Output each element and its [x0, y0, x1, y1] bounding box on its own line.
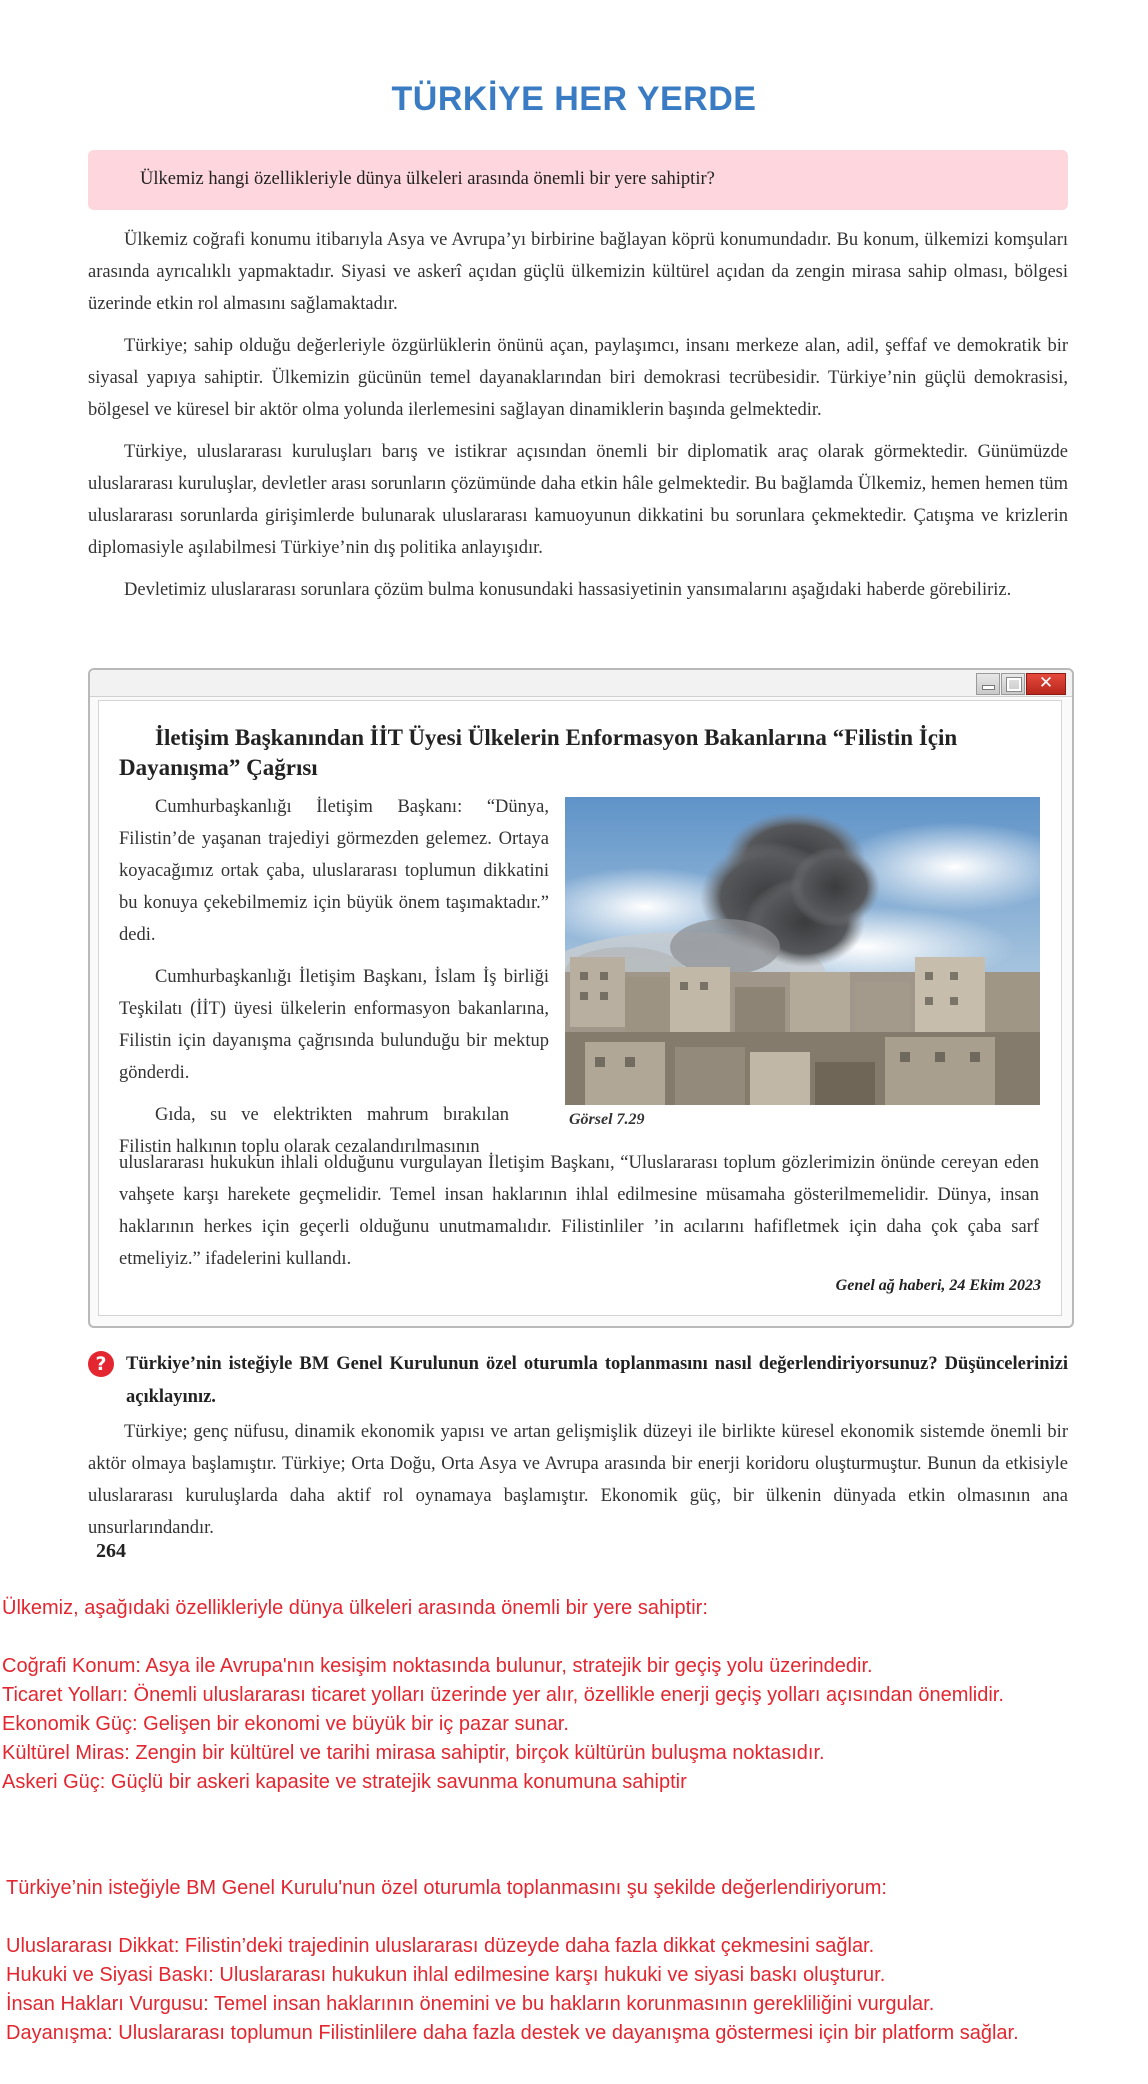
answer-item: İnsan Hakları Vurgusu: Temel insan haklarının önemini ve bu hakların korunmasının gerekliliğini vurgular.	[6, 1993, 935, 2015]
question-mark-icon: ?	[88, 1351, 114, 1377]
news-source: Genel ağ haberi, 24 Ekim 2023	[835, 1277, 1041, 1294]
answer-item: Hukuki ve Siyasi Baskı: Uluslararası hukukun ihlal edilmesine karşı hukuki ve siyasi baskı oluşturur.	[6, 1964, 886, 1986]
close-icon[interactable]: ✕	[1026, 673, 1066, 695]
discussion-answer: Türkiye; genç nüfusu, dinamik ekonomik yapısı ve artan gelişmişlik düzeyi ile birlikte küresel ekonomik sistemde önemli bir aktör olmaya başlamıştır. Türkiye; Orta Doğu, Orta Asya ve Avrupa arasında bir enerji koridoru oluşturmuştur. Bunun da etkisiyle uluslararası kuruluşlarda daha aktif rol oynamaya başlamıştır. Ekonomik güç, bir ülkenin dünyada etkin olmasının ana unsurlarındandır.	[88, 1422, 1068, 1538]
paragraph: Türkiye, uluslararası kuruluşları barış ve istikrar açısından önemli bir diplomatik araç olarak görmektedir. Günümüzde uluslararası kuruluşlar, devletler arası sorunların çözümünde daha etkin hâle gelmektedir. Bu bağlamda Ülkemiz, hemen hemen tüm uluslararası sorunlarda girişimlerde bulunarak uluslararası kamuoyunun dikkatini bu sorunlara çekmektedir. Çatışma ve krizlerin diplomasiyle aşılabilmesi Türkiye’nin dış politika anlayışıdır.	[88, 442, 1068, 558]
news-paragraph: Gıda, su ve elektrikten mahrum bırakılan Filistin halkının toplu olarak cezalandırılmasının	[119, 1105, 509, 1157]
discussion-question: Türkiye’nin isteğiyle BM Genel Kurulunun özel oturumla toplanmasını nasıl değerlendiriyorsunuz? Düşüncelerinizi açıklayınız.	[126, 1354, 1068, 1407]
body-text	[88, 224, 1068, 616]
news-left-column	[119, 791, 549, 1173]
paragraph: Ülkemiz coğrafi konumu itibarıyla Asya ve Avrupa’yı birbirine bağlayan köprü konumundadır. Bu konum, ülkemizi komşuları arasında ayrıcalıklı yapmaktadır. Siyasi ve askerî açıdan güçlü ülkemizin kültürel açıdan da zengin mirasa sahip olması, bölgesi üzerinde etkin rol almasını sağlamaktadır.	[88, 230, 1068, 314]
answer-intro: Ülkemiz, aşağıdaki özellikleriyle dünya ülkeleri arasında önemli bir yere sahiptir:	[2, 1597, 708, 1619]
paragraph: Türkiye; sahip olduğu değerleriyle özgürlüklerin önünü açan, paylaşımcı, insanı merkeze alan, adil, şeffaf ve demokratik bir siyasal yapıya sahiptir. Ülkemizin gücünün temel dayanaklarından biri demokrasi tecrübesidir. Türkiye’nin güçlü demokrasisi, bölgesel ve küresel bir aktör olma yolunda ilerlemesini sağlayan dinamiklerin başında gelmektedir.	[88, 336, 1068, 420]
page-title: TÜRKİYE HER YERDE	[391, 80, 757, 118]
answer-intro: Türkiye’nin isteğiyle BM Genel Kurulu'nun özel oturumla toplanmasını şu şekilde değerlendiriyorum:	[6, 1877, 887, 1899]
answer-item: Uluslararası Dikkat: Filistin’deki trajedinin uluslararası düzeyde daha fazla dikkat çekmesini sağlar.	[6, 1935, 875, 1957]
handwritten-answer-2	[6, 1874, 1070, 2048]
answer-item: Dayanışma: Uluslararası toplumun Filistinlilere daha fazla destek ve dayanışma göstermesi için bir platform sağlar.	[6, 2022, 1019, 2044]
handwritten-answer-1	[2, 1594, 1042, 1797]
minimize-icon[interactable]	[976, 673, 1000, 695]
answer-item: Ticaret Yolları: Önemli uluslararası ticaret yolları üzerinde yer alır, özellikle enerji geçiş yolları açısından önemlidir.	[2, 1684, 1004, 1706]
paragraph: Devletimiz uluslararası sorunlara çözüm bulma konusundaki hassasiyetinin yansımalarını aşağıdaki haberde görebiliriz.	[124, 580, 1012, 600]
question-banner	[88, 150, 1068, 210]
news-article	[98, 700, 1062, 1316]
news-paragraph: Cumhurbaşkanlığı İletişim Başkanı: “Dünya, Filistin’de yaşanan trajediyi görmezden gelemez. Ortaya koyacağımız ortak çaba, uluslararası toplumun dikkatini bu konuya çekebilmemiz için büyük önem taşımaktadır.” dedi.	[119, 797, 549, 945]
news-title: İletişim Başkanından İİT Üyesi Ülkelerin Enformasyon Bakanlarına “Filistin İçin Dayanışma” Çağrısı	[119, 725, 958, 780]
window-titlebar	[90, 670, 1072, 697]
question-banner-text: Ülkemiz hangi özellikleriyle dünya ülkeleri arasında önemli bir yere sahiptir?	[140, 169, 715, 189]
news-window	[88, 668, 1074, 1328]
answer-item: Coğrafi Konum: Asya ile Avrupa'nın kesişim noktasında bulunur, stratejik bir geçiş yolu üzerindedir.	[2, 1655, 873, 1677]
answer-item: Askeri Güç: Güçlü bir askeri kapasite ve stratejik savunma konumuna sahiptir	[2, 1771, 687, 1793]
maximize-icon[interactable]	[1001, 673, 1025, 695]
news-paragraph-continued: uluslararası hukukun ihlali olduğunu vurgulayan İletişim Başkanı, “Uluslararası toplum gözlerimizin önünde cereyan eden vahşete karşı harekete geçmelidir. Temel insan haklarının ihlal edilmesine müsamaha gösterilmemelidir. Dünya, insan haklarının herkes için geçerli olduğunu unutmamalıdır. Filistinliler ’in acılarını hafifletmek için daha çok çaba sarf etmeliyiz.” ifadelerini kullandı.	[119, 1153, 1039, 1269]
news-photo	[565, 797, 1040, 1105]
photo-caption: Görsel 7.29	[569, 1111, 645, 1128]
page-number: 264	[96, 1540, 126, 1562]
explosion-smoke-photo	[565, 797, 1040, 1105]
window-controls	[975, 673, 1066, 695]
news-paragraph: Cumhurbaşkanlığı İletişim Başkanı, İslam İş birliği Teşkilatı (İİT) üyesi ülkelerin enformasyon bakanlarına, Filistin için dayanışma çağrısında bulunduğu bir mektup gönderdi.	[119, 967, 549, 1083]
answer-item: Kültürel Miras: Zengin bir kültürel ve tarihi mirasa sahiptir, birçok kültürün buluşma noktasıdır.	[2, 1742, 825, 1764]
answer-item: Ekonomik Güç: Gelişen bir ekonomi ve büyük bir iç pazar sunar.	[2, 1713, 569, 1735]
